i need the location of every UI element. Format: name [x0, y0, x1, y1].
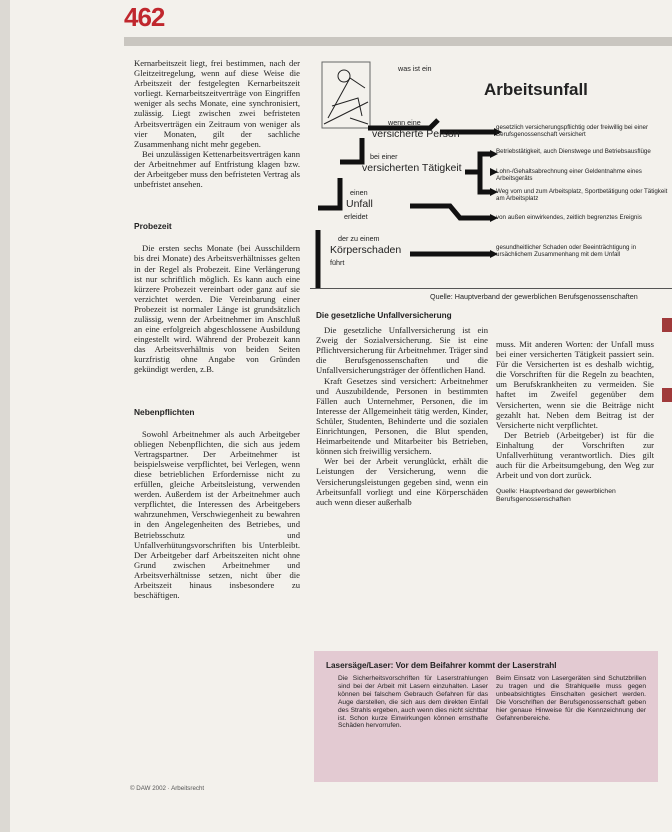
nebenpflichten-heading: Nebenpflichten	[134, 406, 195, 417]
right-item-6: gesundheitlicher Schaden oder Beeinträchtigung in ursächlichem Zusammenhang mit dem Unfall	[496, 244, 637, 259]
box-column-left: Die Sicherheitsvorschriften für Laserstrahlungen sind bei der Arbeit mit Lasern einzuhalten. Laser können bei falschem Gebrauch Gefahren für das Auge darstellen, die sich aus dem direkten Einfall des Strahls ergeben, auch wenn dies nicht sichtbar ist. Schon kurze Einwirkungen können ernsthafte Schäden hervorrufen.	[338, 675, 488, 730]
diagram-title: Arbeitsunfall	[484, 80, 588, 99]
right-item-3: Lohn-/Gehaltsabrechnung einer Geldentnahme eines Arbeitsgeräts	[496, 168, 642, 183]
right-item-1: gesetzlich versicherungspflichtig oder freiwillig bei einer Berufsgenossenschaft versichert	[496, 124, 649, 139]
label-versicherte-person: versicherte Person	[372, 128, 460, 140]
page-footer: © DAW 2002 · Arbeitsrecht	[130, 785, 205, 792]
intro-paragraph: Kernarbeitszeit liegt, frei bestimmen, nach der Gleitzeitregelung, wenn auf diese Weise die Arbeitszeit der festgelegten Kernarbeitszeit vorliegt. Kernarbeitszeitverträge von Eingriffen weniger als sechs Monate, eine synchronisiert, zulässig. Liegt zwischen zwei befristeten Arbeitsverträgen ein Zeitraum von weniger als vier Monaten, gilt der sachliche Zusammenhang nicht mehr gegeben.	[134, 58, 300, 149]
label-unfall: Unfall	[346, 198, 373, 210]
middle-column	[316, 311, 488, 507]
right-caption: Quelle: Hauptverband der gewerblichen Berufsgenossenschaften	[496, 488, 616, 504]
label-fuehrt: führt	[330, 258, 345, 267]
header-rule	[124, 37, 672, 46]
mid-paragraph-3: Wer bei der Arbeit verunglückt, erhält die Leistungen der Versicherung, wenn die Versicherungsleistungen gegeben sind, wenn ein Arbeitsunfall vorliegt und eine Körperschäden auch wenn dieser außerhalb	[316, 456, 488, 507]
right-paragraph-1: muss. Mit anderen Worten: der Unfall muss bei einer versicherten Tätigkeit passiert sein. Für die Versicherten ist es deshalb wichtig, die Vorschriften für die Regeln zu beachten, um Berufskrankheiten zu vermeiden. Sie haftet im Zweifel gegenüber dem Versicherten, wenn sie die Beiträge nicht gezahlt hat. Neben dem Beitrag ist der Versicherte nicht verpflichtet.	[496, 339, 654, 430]
source-rule	[310, 288, 672, 289]
page-edge	[0, 0, 10, 832]
margin-tab	[662, 388, 672, 402]
label-einen: einen	[350, 188, 368, 197]
right-item-2: Betriebstätigkeit, auch Dienstwege und Betriebsausflüge	[496, 148, 651, 155]
right-paragraph-2: Der Betrieb (Arbeitgeber) ist für die Einhaltung der Vorschriften zur Unfallverhütung verantwortlich. Dies gilt auch für die Arbeitsumgebung, den Weg zur Arbeit und von dort zurück.	[496, 429, 654, 481]
right-item-5: von außen einwirkendes, zeitlich begrenztes Ereignis	[496, 214, 642, 221]
intro-paragraph-2: Bei unzulässigen Kettenarbeitsverträgen kann der Arbeitnehmer auf Entfristung klagen bzw. der Arbeitgeber muss den befristeten Vertrag als unbefristet ansehen.	[134, 148, 300, 190]
page-number: 462	[124, 2, 165, 32]
laser-info-box	[314, 651, 658, 782]
label-wenn-eine: wenn eine	[388, 118, 421, 127]
label-bei-einer: bei einer	[370, 152, 398, 161]
mid-paragraph-1: Die gesetzliche Unfallversicherung ist ein Zweig der Sozialversicherung. Sie ist eine Pflichtversicherung für Arbeitnehmer. Träger sind die Berufsgenossenschaften und die Unfallversicherungsträger der öffentlichen Hand.	[316, 325, 488, 376]
left-column	[134, 58, 300, 600]
right-item-4: Weg vom und zum Arbeitsplatz, Sportbetätigung oder Tätigkeit am Arbeitsplatz	[496, 188, 668, 203]
box-title: Lasersäge/Laser: Vor dem Beifahrer kommt der Laserstrahl	[326, 661, 557, 670]
margin-tab	[662, 318, 672, 332]
right-column	[496, 339, 654, 504]
label-versicherten-taetigkeit: versicherten Tätigkeit	[362, 162, 462, 174]
nebenpflichten-paragraph: Sowohl Arbeitnehmer als auch Arbeitgeber obliegen Nebenpflichten, die sich aus jedem Vertragspartner. Der Arbeitnehmer ist beispielsweise verpflichtet, bei Verlegen, wenn diese betrieblichen Erfordernisse nicht zu erfüllen, gleiche Arbeitsleistung, verwenden werden. Außerdem ist der Arbeitnehmer auch verpflichtet, die Interessen des Arbeitgebers wahrzunehmen, Verschwiegenheit zu bewahren in den Angelegenheiten des Betriebes, und Betriebsschutz und Unfallverhütungsvorschriften bis Unterbleibt. Der Arbeitgeber darf Arbeitszeiten nicht ohne Grund zwischen Arbeitnehmer und Arbeitsverhältnisse setzen, nicht über die Arbeitszeit hinaus insbesondere zu beschäftigen.	[134, 428, 300, 601]
probezeit-heading: Probezeit	[134, 221, 172, 232]
unfallversicherung-heading: Die gesetzliche Unfallversicherung	[316, 311, 452, 320]
worker-illustration	[322, 62, 370, 128]
probezeit-paragraph: Die ersten sechs Monate (bei Ausschildern bis drei Monate) des Arbeitsverhältnisses gelten in der Regel als Probezeit. Eine Verlängerung ist nur schriftlich möglich. Es kann auch eine kürzere Probezeit vereinbart oder ganz auf sie verzichtet werden. Die Vereinbarung einer Probezeit ist normaler Länge ist grundsätzlich zulässig, wenn der Arbeitnehmer im Anschluß an eine erfolgreich abgeschlossene Ausbildung eingestellt wird. Während der Probezeit kann das Arbeitsverhältnis von beiden Seiten kurzfristig ohne Angabe von Gründen gekündigt werden, z.B.	[134, 243, 300, 375]
box-column-right: Beim Einsatz von Lasergeräten sind Schutzbrillen zu tragen und die Strahlquelle muss gegen unbeabsichtigtes Einschalten gesichert werden. Die Vorschriften der Berufsgenossenschaft geben hier genaue Hinweise für die Kennzeichnung der Gefahrenbereiche.	[496, 675, 646, 722]
flow-lines	[318, 120, 494, 288]
label-erleidet: erleidet	[344, 212, 368, 221]
mid-paragraph-2: Kraft Gesetzes sind versichert: Arbeitnehmer und Auszubildende, Personen in bestimmten Fällen auch Unternehmer, Personen, die im Interesse der Allgemeinheit tätig werden, Kinder, Schüler, Studenten, Behinderte und die sozialen Einrichtungen, Personen, die Blut spenden, Heimarbeitende und Mitarbeiter bis Betrieben, können sich freiwillig versichern.	[316, 375, 488, 457]
label-was-ist: was ist ein	[398, 64, 432, 73]
label-koerperschaden: Körperschaden	[330, 244, 402, 256]
diagram-source: Quelle: Hauptverband der gewerblichen Berufsgenossenschaften	[430, 292, 638, 301]
label-der-zu-einem: der zu einem	[338, 234, 380, 243]
arbeitsunfall-diagram	[310, 58, 672, 300]
